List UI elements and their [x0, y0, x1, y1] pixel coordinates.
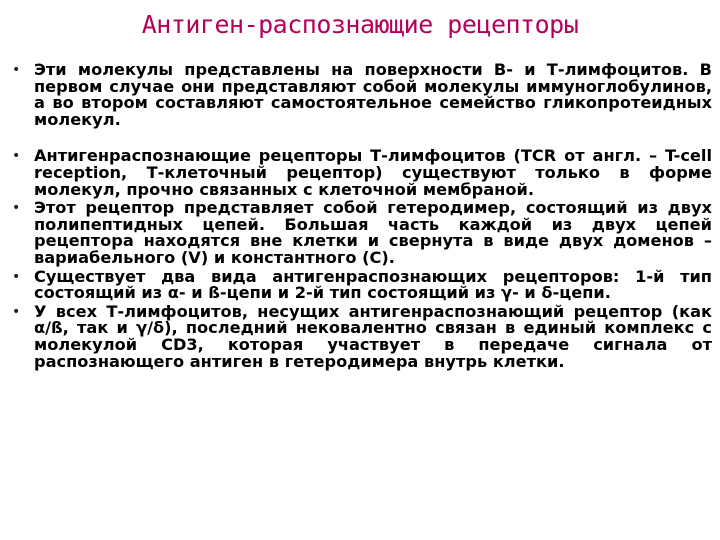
- bullet-item: [12, 266, 712, 303]
- bullet-list: [12, 62, 712, 370]
- bullet-icon: •: [12, 62, 21, 78]
- bullet-icon: •: [12, 303, 21, 320]
- bullet-icon: •: [12, 268, 21, 285]
- bullet-icon: •: [12, 148, 21, 165]
- bullet-item: [12, 301, 712, 371]
- bullet-text: Антигенраспознающие рецепторы Т-лимфоцитов (TCR от англ. – T-cell reception, Т-клеточный рецептор) существуют только в форме молекул, прочно связанных с клеточной мембраной.: [34, 146, 712, 199]
- bullet-text: Этот рецептор представляет собой гетеродимер, состоящий из двух полипептидных цепей. Большая часть каждой из двух цепей рецептора находятся вне клетки и свернута в виде двух доменов – вариабельного (V) и константного (С).: [34, 198, 712, 267]
- bullet-text: Эти молекулы представлены на поверхности В- и Т-лимфоцитов. В первом случае они представляют собой молекулы иммуноглобулинов, а во втором составляют самостоятельное семейство гликопротеидных молекул.: [34, 60, 712, 129]
- bullet-text: У всех Т-лимфоцитов, несущих антигенраспознающий рецептор (как α/ß, так и γ/δ), последний нековалентно связан в единый комплекс с молекулой CD3, которая участвует в передаче сигнала от распознающего антиген в гетеродимера внутрь клетки.: [34, 301, 712, 371]
- bullet-item: [12, 148, 712, 198]
- bullet-text: Существует два вида антигенраспознающих рецепторов: 1-й тип состоящий из α- и ß-цепи и 2-й тип состоящий из γ- и δ-цепи.: [34, 266, 712, 303]
- bullet-icon: •: [12, 200, 21, 217]
- bullet-item: [12, 62, 712, 128]
- slide-title: Антиген-распознающие рецепторы: [141, 10, 579, 39]
- bullet-item: [12, 200, 712, 266]
